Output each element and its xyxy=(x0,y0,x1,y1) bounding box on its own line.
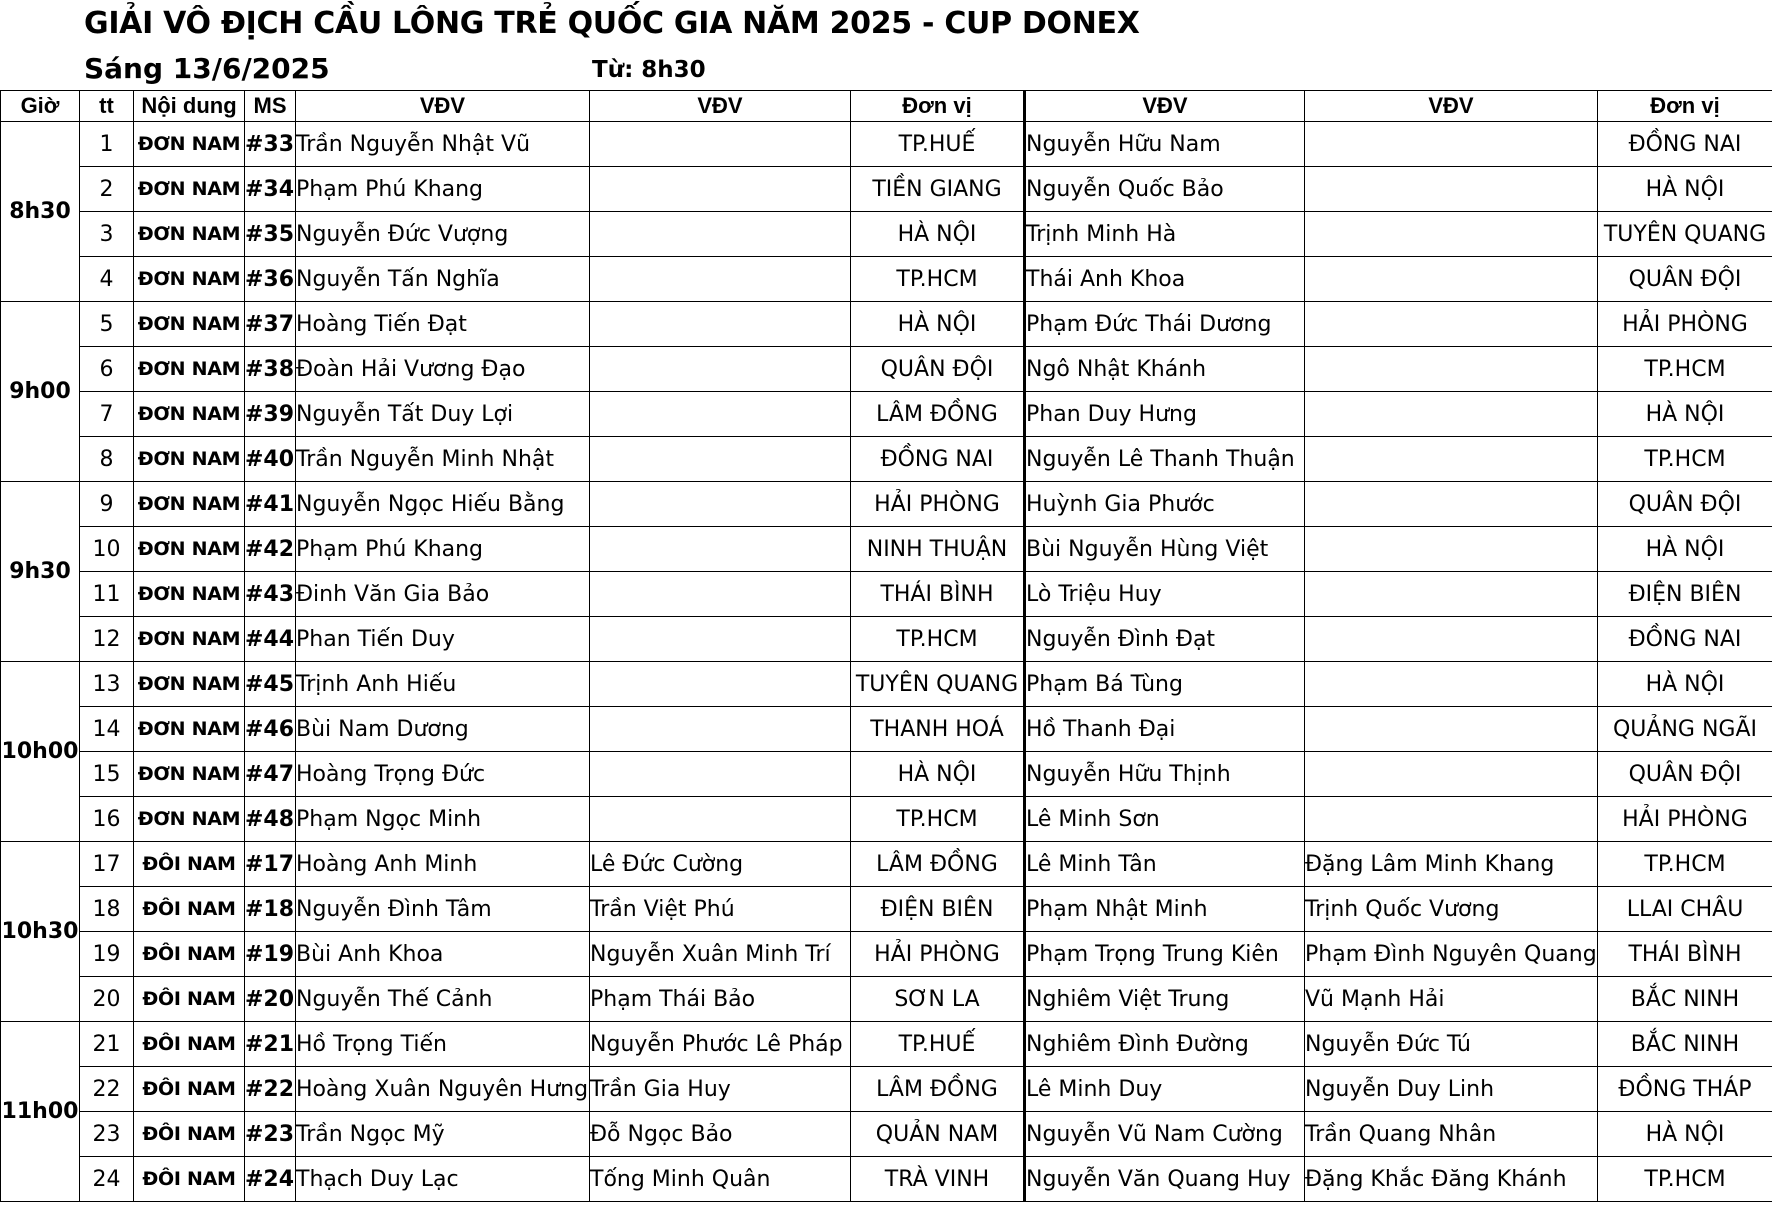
team-a-unit: TRÀ VINH xyxy=(851,1157,1025,1202)
team-a-unit: SƠN LA xyxy=(851,977,1025,1022)
team-b-unit: TP.HCM xyxy=(1598,347,1772,392)
match-number: 4 xyxy=(80,257,134,302)
team-a-unit: TUYÊN QUANG xyxy=(851,662,1025,707)
match-row xyxy=(1,257,1772,302)
player-a2 xyxy=(590,617,851,662)
event-type: ĐƠN NAM xyxy=(134,212,245,257)
team-b-unit: BẮC NINH xyxy=(1598,1022,1772,1067)
match-number: 21 xyxy=(80,1022,134,1067)
time-slot: 10h00 xyxy=(1,662,80,842)
player-b2: Trịnh Quốc Vương xyxy=(1305,887,1598,932)
player-a2 xyxy=(590,527,851,572)
player-a2: Trần Việt Phú xyxy=(590,887,851,932)
player-b2 xyxy=(1305,797,1598,842)
player-a1: Phạm Phú Khang xyxy=(296,167,590,212)
player-b1: Ngô Nhật Khánh xyxy=(1025,347,1305,392)
match-row xyxy=(1,572,1772,617)
match-number: 3 xyxy=(80,212,134,257)
team-a-unit: TP.HCM xyxy=(851,797,1025,842)
match-number: 5 xyxy=(80,302,134,347)
match-row xyxy=(1,1157,1772,1202)
team-a-unit: HÀ NỘI xyxy=(851,752,1025,797)
team-b-unit: HÀ NỘI xyxy=(1598,392,1772,437)
event-type: ĐƠN NAM xyxy=(134,752,245,797)
time-slot: 9h00 xyxy=(1,302,80,482)
team-b-unit: ĐIỆN BIÊN xyxy=(1598,572,1772,617)
event-type: ĐƠN NAM xyxy=(134,482,245,527)
team-b-unit: HẢI PHÒNG xyxy=(1598,797,1772,842)
player-b1: Nguyễn Hữu Thịnh xyxy=(1025,752,1305,797)
match-code: #35 xyxy=(245,212,296,257)
match-row xyxy=(1,392,1772,437)
header-cell: VĐV xyxy=(296,91,590,122)
document-title: GIẢI VÔ ĐỊCH CẦU LÔNG TRẺ QUỐC GIA NĂM 2025 - CUP DONEX xyxy=(84,6,1140,41)
start-time: Từ: 8h30 xyxy=(592,57,706,83)
player-b2: Trần Quang Nhân xyxy=(1305,1112,1598,1157)
team-b-unit: HẢI PHÒNG xyxy=(1598,302,1772,347)
player-b2 xyxy=(1305,527,1598,572)
player-a2: Lê Đức Cường xyxy=(590,842,851,887)
event-type: ĐƠN NAM xyxy=(134,707,245,752)
match-number: 10 xyxy=(80,527,134,572)
player-b1: Nguyễn Văn Quang Huy xyxy=(1025,1157,1305,1202)
player-a1: Nguyễn Đức Vượng xyxy=(296,212,590,257)
match-code: #17 xyxy=(245,842,296,887)
player-a1: Phạm Ngọc Minh xyxy=(296,797,590,842)
team-a-unit: TP.HCM xyxy=(851,257,1025,302)
time-slot: 8h30 xyxy=(1,122,80,302)
match-row xyxy=(1,527,1772,572)
match-code: #46 xyxy=(245,707,296,752)
player-b1: Nguyễn Lê Thanh Thuận xyxy=(1025,437,1305,482)
match-row xyxy=(1,1067,1772,1112)
match-number: 6 xyxy=(80,347,134,392)
player-b2 xyxy=(1305,482,1598,527)
match-number: 22 xyxy=(80,1067,134,1112)
event-type: ĐƠN NAM xyxy=(134,662,245,707)
team-a-unit: QUÂN ĐỘI xyxy=(851,347,1025,392)
header-cell: Giờ xyxy=(1,91,80,122)
player-a2 xyxy=(590,437,851,482)
team-a-unit: TIỀN GIANG xyxy=(851,167,1025,212)
player-b2 xyxy=(1305,167,1598,212)
player-a2 xyxy=(590,257,851,302)
match-code: #18 xyxy=(245,887,296,932)
team-b-unit: HÀ NỘI xyxy=(1598,167,1772,212)
player-a2 xyxy=(590,122,851,167)
event-type: ĐÔI NAM xyxy=(134,1112,245,1157)
header-cell: VĐV xyxy=(1025,91,1305,122)
team-b-unit: HÀ NỘI xyxy=(1598,662,1772,707)
event-type: ĐƠN NAM xyxy=(134,347,245,392)
team-b-unit: HÀ NỘI xyxy=(1598,527,1772,572)
team-a-unit: THANH HOÁ xyxy=(851,707,1025,752)
match-code: #19 xyxy=(245,932,296,977)
player-b1: Nghiêm Đình Đường xyxy=(1025,1022,1305,1067)
player-a1: Thạch Duy Lạc xyxy=(296,1157,590,1202)
header-cell: Đơn vị xyxy=(851,91,1025,122)
match-code: #38 xyxy=(245,347,296,392)
team-a-unit: TP.HUẾ xyxy=(851,122,1025,167)
match-code: #47 xyxy=(245,752,296,797)
match-number: 16 xyxy=(80,797,134,842)
team-a-unit: NINH THUẬN xyxy=(851,527,1025,572)
player-b1: Trịnh Minh Hà xyxy=(1025,212,1305,257)
match-row xyxy=(1,1112,1772,1157)
player-a1: Trần Ngọc Mỹ xyxy=(296,1112,590,1157)
team-b-unit: ĐỒNG NAI xyxy=(1598,122,1772,167)
player-a1: Trịnh Anh Hiếu xyxy=(296,662,590,707)
player-b2: Đặng Khắc Đăng Khánh xyxy=(1305,1157,1598,1202)
schedule-body xyxy=(1,122,1772,1202)
team-b-unit: QUÂN ĐỘI xyxy=(1598,482,1772,527)
player-a2: Phạm Thái Bảo xyxy=(590,977,851,1022)
player-b1: Lê Minh Tân xyxy=(1025,842,1305,887)
player-a2 xyxy=(590,347,851,392)
player-b1: Phạm Đức Thái Dương xyxy=(1025,302,1305,347)
team-a-unit: LÂM ĐỒNG xyxy=(851,842,1025,887)
team-b-unit: ĐỒNG THÁP xyxy=(1598,1067,1772,1112)
team-a-unit: HÀ NỘI xyxy=(851,212,1025,257)
match-code: #44 xyxy=(245,617,296,662)
schedule-table xyxy=(0,90,1772,1202)
player-b1: Phạm Trọng Trung Kiên xyxy=(1025,932,1305,977)
match-number: 15 xyxy=(80,752,134,797)
player-b2 xyxy=(1305,212,1598,257)
match-row xyxy=(1,437,1772,482)
player-b2 xyxy=(1305,572,1598,617)
match-number: 8 xyxy=(80,437,134,482)
player-a2 xyxy=(590,572,851,617)
match-row xyxy=(1,797,1772,842)
player-a1: Đoàn Hải Vương Đạo xyxy=(296,347,590,392)
event-type: ĐƠN NAM xyxy=(134,572,245,617)
match-code: #21 xyxy=(245,1022,296,1067)
player-b2: Nguyễn Đức Tú xyxy=(1305,1022,1598,1067)
player-a2: Đỗ Ngọc Bảo xyxy=(590,1112,851,1157)
match-number: 23 xyxy=(80,1112,134,1157)
match-row xyxy=(1,302,1772,347)
match-code: #41 xyxy=(245,482,296,527)
match-code: #20 xyxy=(245,977,296,1022)
team-b-unit: TP.HCM xyxy=(1598,437,1772,482)
team-b-unit: THÁI BÌNH xyxy=(1598,932,1772,977)
team-b-unit: LLAI CHÂU xyxy=(1598,887,1772,932)
match-number: 17 xyxy=(80,842,134,887)
match-row xyxy=(1,122,1772,167)
match-number: 14 xyxy=(80,707,134,752)
player-a1: Bùi Anh Khoa xyxy=(296,932,590,977)
event-type: ĐÔI NAM xyxy=(134,1157,245,1202)
match-number: 11 xyxy=(80,572,134,617)
match-row xyxy=(1,212,1772,257)
player-a2 xyxy=(590,212,851,257)
player-b1: Phạm Nhật Minh xyxy=(1025,887,1305,932)
player-a2 xyxy=(590,392,851,437)
match-code: #37 xyxy=(245,302,296,347)
team-b-unit: QUÂN ĐỘI xyxy=(1598,257,1772,302)
match-code: #39 xyxy=(245,392,296,437)
team-a-unit: HẢI PHÒNG xyxy=(851,932,1025,977)
player-b2 xyxy=(1305,392,1598,437)
player-a2: Nguyễn Phước Lê Pháp xyxy=(590,1022,851,1067)
team-a-unit: HẢI PHÒNG xyxy=(851,482,1025,527)
match-code: #45 xyxy=(245,662,296,707)
event-type: ĐÔI NAM xyxy=(134,842,245,887)
header-cell: Đơn vị xyxy=(1598,91,1772,122)
match-number: 18 xyxy=(80,887,134,932)
match-row xyxy=(1,347,1772,392)
match-code: #42 xyxy=(245,527,296,572)
match-row xyxy=(1,617,1772,662)
player-b1: Nguyễn Hữu Nam xyxy=(1025,122,1305,167)
match-code: #24 xyxy=(245,1157,296,1202)
team-a-unit: LÂM ĐỒNG xyxy=(851,1067,1025,1112)
player-a1: Nguyễn Đình Tâm xyxy=(296,887,590,932)
player-a1: Bùi Nam Dương xyxy=(296,707,590,752)
player-a1: Hoàng Xuân Nguyên Hưng xyxy=(296,1067,590,1112)
match-number: 1 xyxy=(80,122,134,167)
header-cell: VĐV xyxy=(590,91,851,122)
header-cell: MS xyxy=(245,91,296,122)
team-b-unit: BẮC NINH xyxy=(1598,977,1772,1022)
player-a1: Hồ Trọng Tiến xyxy=(296,1022,590,1067)
event-type: ĐƠN NAM xyxy=(134,167,245,212)
event-type: ĐÔI NAM xyxy=(134,977,245,1022)
match-code: #23 xyxy=(245,1112,296,1157)
event-type: ĐÔI NAM xyxy=(134,1022,245,1067)
player-a1: Hoàng Trọng Đức xyxy=(296,752,590,797)
team-a-unit: ĐỒNG NAI xyxy=(851,437,1025,482)
player-b1: Hồ Thanh Đại xyxy=(1025,707,1305,752)
player-a1: Nguyễn Tất Duy Lợi xyxy=(296,392,590,437)
match-code: #34 xyxy=(245,167,296,212)
team-b-unit: HÀ NỘI xyxy=(1598,1112,1772,1157)
team-a-unit: THÁI BÌNH xyxy=(851,572,1025,617)
match-row xyxy=(1,662,1772,707)
match-row xyxy=(1,887,1772,932)
match-number: 9 xyxy=(80,482,134,527)
player-a1: Trần Nguyễn Minh Nhật xyxy=(296,437,590,482)
match-code: #48 xyxy=(245,797,296,842)
player-a1: Nguyễn Ngọc Hiếu Bằng xyxy=(296,482,590,527)
match-code: #43 xyxy=(245,572,296,617)
player-a1: Trần Nguyễn Nhật Vũ xyxy=(296,122,590,167)
time-slot: 9h30 xyxy=(1,482,80,662)
event-type: ĐƠN NAM xyxy=(134,257,245,302)
team-b-unit: TP.HCM xyxy=(1598,842,1772,887)
match-row xyxy=(1,977,1772,1022)
match-number: 12 xyxy=(80,617,134,662)
player-a1: Nguyễn Thế Cảnh xyxy=(296,977,590,1022)
event-type: ĐƠN NAM xyxy=(134,392,245,437)
player-a1: Phan Tiến Duy xyxy=(296,617,590,662)
match-row xyxy=(1,167,1772,212)
team-a-unit: QUẢN NAM xyxy=(851,1112,1025,1157)
team-a-unit: LÂM ĐỒNG xyxy=(851,392,1025,437)
player-b1: Bùi Nguyễn Hùng Việt xyxy=(1025,527,1305,572)
player-a2 xyxy=(590,707,851,752)
player-b1: Lò Triệu Huy xyxy=(1025,572,1305,617)
player-b1: Phan Duy Hưng xyxy=(1025,392,1305,437)
event-type: ĐƠN NAM xyxy=(134,797,245,842)
event-type: ĐÔI NAM xyxy=(134,887,245,932)
match-number: 19 xyxy=(80,932,134,977)
player-a2 xyxy=(590,797,851,842)
player-b2: Đặng Lâm Minh Khang xyxy=(1305,842,1598,887)
player-a1: Nguyễn Tấn Nghĩa xyxy=(296,257,590,302)
header-cell: VĐV xyxy=(1305,91,1598,122)
player-a2 xyxy=(590,752,851,797)
event-type: ĐƠN NAM xyxy=(134,302,245,347)
match-number: 13 xyxy=(80,662,134,707)
event-type: ĐÔI NAM xyxy=(134,1067,245,1112)
player-b1: Nguyễn Quốc Bảo xyxy=(1025,167,1305,212)
team-b-unit: ĐỒNG NAI xyxy=(1598,617,1772,662)
match-row xyxy=(1,842,1772,887)
player-a2 xyxy=(590,482,851,527)
player-b2 xyxy=(1305,707,1598,752)
player-b1: Huỳnh Gia Phước xyxy=(1025,482,1305,527)
player-b1: Nguyễn Vũ Nam Cường xyxy=(1025,1112,1305,1157)
match-row xyxy=(1,707,1772,752)
player-b2: Phạm Đình Nguyên Quang xyxy=(1305,932,1598,977)
player-b2 xyxy=(1305,347,1598,392)
match-number: 2 xyxy=(80,167,134,212)
player-b2 xyxy=(1305,122,1598,167)
player-a1: Hoàng Anh Minh xyxy=(296,842,590,887)
player-b2 xyxy=(1305,302,1598,347)
player-b1: Nguyễn Đình Đạt xyxy=(1025,617,1305,662)
player-a1: Phạm Phú Khang xyxy=(296,527,590,572)
match-code: #33 xyxy=(245,122,296,167)
player-a2 xyxy=(590,302,851,347)
header-cell: Nội dung xyxy=(134,91,245,122)
player-a2: Nguyễn Xuân Minh Trí xyxy=(590,932,851,977)
header-cell: tt xyxy=(80,91,134,122)
player-a2 xyxy=(590,662,851,707)
team-b-unit: QUÂN ĐỘI xyxy=(1598,752,1772,797)
team-a-unit: HÀ NỘI xyxy=(851,302,1025,347)
player-a2: Tống Minh Quân xyxy=(590,1157,851,1202)
match-number: 24 xyxy=(80,1157,134,1202)
match-number: 7 xyxy=(80,392,134,437)
player-b2 xyxy=(1305,437,1598,482)
player-a1: Hoàng Tiến Đạt xyxy=(296,302,590,347)
match-code: #22 xyxy=(245,1067,296,1112)
event-type: ĐƠN NAM xyxy=(134,437,245,482)
event-type: ĐƠN NAM xyxy=(134,527,245,572)
match-row xyxy=(1,752,1772,797)
player-b1: Lê Minh Duy xyxy=(1025,1067,1305,1112)
player-b2 xyxy=(1305,257,1598,302)
player-b2 xyxy=(1305,617,1598,662)
event-type: ĐÔI NAM xyxy=(134,932,245,977)
player-b1: Lê Minh Sơn xyxy=(1025,797,1305,842)
session-date: Sáng 13/6/2025 xyxy=(84,52,330,85)
team-b-unit: QUẢNG NGÃI xyxy=(1598,707,1772,752)
time-slot: 11h00 xyxy=(1,1022,80,1202)
match-row xyxy=(1,932,1772,977)
player-a1: Đinh Văn Gia Bảo xyxy=(296,572,590,617)
match-code: #36 xyxy=(245,257,296,302)
team-b-unit: TUYÊN QUANG xyxy=(1598,212,1772,257)
match-number: 20 xyxy=(80,977,134,1022)
player-a2: Trần Gia Huy xyxy=(590,1067,851,1112)
team-a-unit: TP.HUẾ xyxy=(851,1022,1025,1067)
team-a-unit: TP.HCM xyxy=(851,617,1025,662)
player-b1: Phạm Bá Tùng xyxy=(1025,662,1305,707)
player-b1: Nghiêm Việt Trung xyxy=(1025,977,1305,1022)
match-code: #40 xyxy=(245,437,296,482)
player-b2 xyxy=(1305,752,1598,797)
player-b2: Vũ Mạnh Hải xyxy=(1305,977,1598,1022)
player-b1: Thái Anh Khoa xyxy=(1025,257,1305,302)
player-a2 xyxy=(590,167,851,212)
match-row xyxy=(1,482,1772,527)
match-row xyxy=(1,1022,1772,1067)
time-slot: 10h30 xyxy=(1,842,80,1022)
player-b2 xyxy=(1305,662,1598,707)
event-type: ĐƠN NAM xyxy=(134,617,245,662)
player-b2: Nguyễn Duy Linh xyxy=(1305,1067,1598,1112)
team-a-unit: ĐIỆN BIÊN xyxy=(851,887,1025,932)
header-row xyxy=(1,91,1772,122)
team-b-unit: TP.HCM xyxy=(1598,1157,1772,1202)
event-type: ĐƠN NAM xyxy=(134,122,245,167)
